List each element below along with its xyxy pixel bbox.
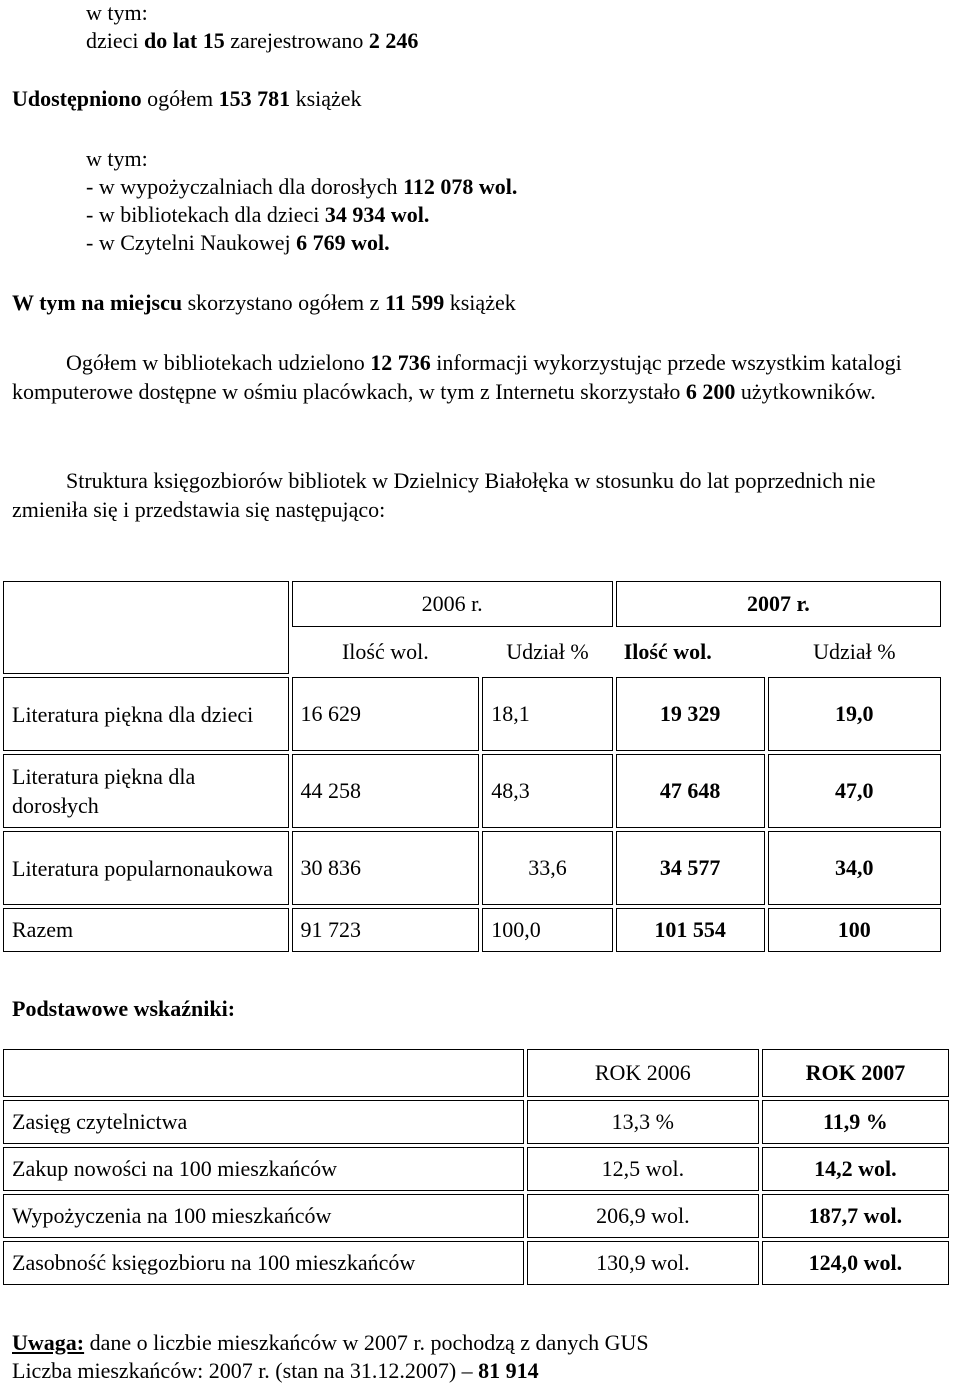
row-share-2007: 47,0: [768, 754, 941, 828]
row-share-2007: 19,0: [768, 677, 941, 751]
row-count-2006: 44 258: [292, 754, 480, 828]
indicator-2006: 130,9 wol.: [527, 1241, 759, 1285]
table-row: [3, 831, 941, 905]
col-header-share-2007: Udział %: [813, 639, 896, 664]
row-share-2006: 33,6: [482, 831, 613, 905]
row-share-2007: 100: [768, 908, 941, 952]
indicator-2007: 11,9 %: [762, 1100, 949, 1144]
indicators-heading: Podstawowe wskaźniki:: [12, 996, 236, 1021]
year-2006-header: ROK 2006: [527, 1049, 759, 1097]
year-2007-header: 2007 r.: [616, 581, 941, 627]
indicator-2006: 12,5 wol.: [527, 1147, 759, 1191]
lending-adults-line: - w wypożyczalniach dla dorosłych 112 078 wol.: [86, 174, 518, 199]
w-tym-label: w tym:: [86, 0, 148, 25]
empty-header-cell: [3, 581, 289, 674]
indicator-2007: 14,2 wol.: [762, 1147, 949, 1191]
table-row: [3, 754, 941, 828]
reading-room-line: - w Czytelni Naukowej 6 769 wol.: [86, 230, 390, 255]
col-header-share-2006: Udział %: [506, 639, 589, 664]
col-header-count-2007: Ilość wol.: [623, 639, 712, 664]
row-count-2007: 19 329: [616, 677, 765, 751]
row-share-2007: 34,0: [768, 831, 941, 905]
lending-children-line: - w bibliotekach dla dzieci 34 934 wol.: [86, 202, 430, 227]
indicator-2007: 124,0 wol.: [762, 1241, 949, 1285]
table-row: [3, 677, 941, 751]
row-count-2006: 91 723: [292, 908, 480, 952]
indicator-2006: 206,9 wol.: [527, 1194, 759, 1238]
on-site-line: W tym na miejscu skorzystano ogółem z 11 599 książek: [12, 290, 516, 315]
w-tym-label-2: w tym:: [86, 146, 148, 171]
col-header-count-2006: Ilość wol.: [341, 639, 429, 664]
year-2007-header: ROK 2007: [762, 1049, 949, 1097]
indicator-label: Zasięg czytelnictwa: [3, 1100, 524, 1144]
table-row: [3, 1241, 949, 1285]
information-paragraph: Ogółem w bibliotekach udzielono 12 736 informacji wykorzystując przede wszystkim katalogi komputerowe dostępne w ośmiu placówkach, w tym z Internetu skorzystało 6 200 użytkowników.: [12, 350, 902, 404]
row-count-2006: 16 629: [292, 677, 480, 751]
indicator-label: Zakup nowości na 100 mieszkańców: [3, 1147, 524, 1191]
row-label: Razem: [3, 908, 289, 952]
row-count-2007: 34 577: [616, 831, 765, 905]
table-row: [3, 1194, 949, 1238]
indicator-2007: 187,7 wol.: [762, 1194, 949, 1238]
population-line: Liczba mieszkańców: 2007 r. (stan na 31.12.2007) – 81 914: [12, 1358, 539, 1383]
indicator-label: Zasobność księgozbioru na 100 mieszkańców: [3, 1241, 524, 1285]
row-label: Literatura piękna dla dzieci: [3, 677, 289, 751]
empty-header-cell: [3, 1049, 524, 1097]
row-share-2006: 18,1: [482, 677, 613, 751]
indicator-label: Wypożyczenia na 100 mieszkańców: [3, 1194, 524, 1238]
table-row: [3, 1147, 949, 1191]
row-share-2006: 48,3: [482, 754, 613, 828]
row-count-2007: 47 648: [616, 754, 765, 828]
indicators-table: [0, 1046, 952, 1288]
children-registered-line: dzieci do lat 15 zarejestrowano 2 246: [86, 28, 419, 53]
structure-paragraph: Struktura księgozbiorów bibliotek w Dzielnicy Białołęka w stosunku do lat poprzednich nie zmieniła się i przedstawia się następująco:: [12, 468, 876, 522]
table-row: [3, 1100, 949, 1144]
table-row-total: [3, 908, 941, 952]
row-count-2006: 30 836: [292, 831, 480, 905]
collection-structure-table: [0, 578, 944, 955]
year-2006-header: 2006 r.: [292, 581, 613, 627]
row-share-2006: 100,0: [482, 908, 613, 952]
note-label: Uwaga:: [12, 1330, 85, 1355]
row-label: Literatura piękna dla dorosłych: [3, 754, 289, 828]
note-line: Uwaga: dane o liczbie mieszkańców w 2007 r. pochodzą z danych GUS: [12, 1330, 649, 1355]
udostepniono-line: Udostępniono ogółem 153 781 książek: [12, 86, 362, 111]
row-count-2007: 101 554: [616, 908, 765, 952]
row-label: Literatura popularnonaukowa: [3, 831, 289, 905]
indicator-2006: 13,3 %: [527, 1100, 759, 1144]
